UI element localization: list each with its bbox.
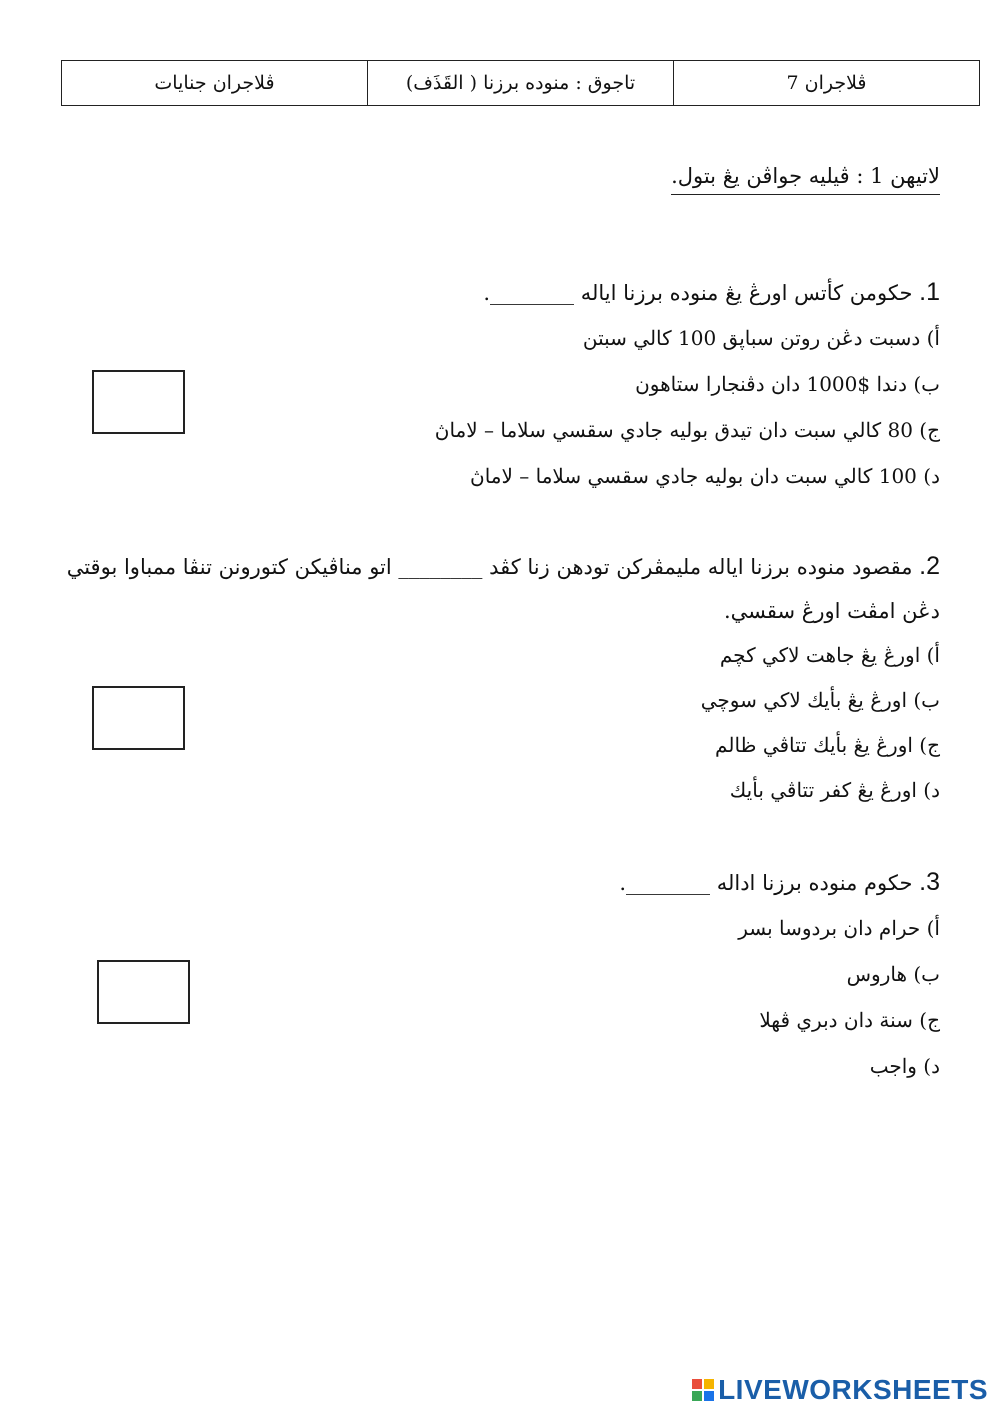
topic-cell: تاجوق : منوده برزنا ( القَذَف) <box>368 61 674 106</box>
brand-name: LIVEWORKSHEETS <box>718 1374 988 1405</box>
option-d: د) اورڠ يڠ كفر تتاڤي بأيك <box>729 778 940 802</box>
option-d: د) 100 كالي سبت دان بوليه جادي سقسي سلاما – لاماڽ <box>470 464 940 488</box>
option-c: ج) اورڠ يڠ بأيك تتاڤي ظالم <box>715 733 940 757</box>
question-2-stem <box>60 544 940 633</box>
option-c: ج) سنة دان دبري ڤهلا <box>759 1008 940 1032</box>
question-3-stem <box>60 860 940 905</box>
subject-cell: ڤلاجران جنايات <box>62 61 368 106</box>
answer-box-3[interactable] <box>97 960 190 1024</box>
option-b: ب) اورڠ يڠ بأيك لاكي سوچي <box>700 688 940 712</box>
liveworksheets-footer <box>692 1372 988 1408</box>
option-a: أ) دسبت دڠن روتن سباڽق 100 كالي سبتن <box>582 326 940 350</box>
logo-block <box>704 1391 714 1401</box>
question-1-stem <box>60 270 940 315</box>
instruction-heading: لاتيهن 1 : ڤيليه جواڤن يڠ بتول. <box>671 162 940 195</box>
question-text: حكوم منوده برزنا اداله ________. <box>619 871 913 895</box>
question-number: 3. <box>919 868 940 896</box>
question-3 <box>60 860 940 1089</box>
option-b: ب) هاروس <box>846 962 940 986</box>
option-a: أ) اورڠ يڠ جاهت لاكي كچم <box>719 643 940 667</box>
liveworksheets-logo-icon <box>692 1379 714 1401</box>
logo-block <box>704 1379 714 1389</box>
question-2 <box>60 544 940 813</box>
grade-cell: ڤلاجران 7 <box>674 61 980 106</box>
question-1 <box>60 270 940 499</box>
option-a: أ) حرام دان بردوسا بسر <box>738 916 940 940</box>
option-d: د) واجب <box>869 1054 940 1078</box>
option-c: ج) 80 كالي سبت دان تيدق بوليه جادي سقسي سلاما – لاماڽ <box>434 418 940 442</box>
logo-block <box>692 1379 702 1389</box>
answer-box-2[interactable] <box>92 686 185 750</box>
answer-box-1[interactable] <box>92 370 185 434</box>
question-text: مقصود منوده برزنا اياله مليمڤركن تودهن زنا كڤد ________ اتو مناڤيكن كتورونن تنڤا ممباوا بوقتي دڠن امڤت اورڠ سقسي. <box>66 555 940 623</box>
question-number: 2. <box>919 552 940 580</box>
option-b: ب) دندا $1000 دان دڤنجارا ستاهون <box>635 372 940 396</box>
header-table <box>61 60 980 106</box>
question-number: 1. <box>919 278 940 306</box>
question-text: حكومن كأتس اورڠ يڠ منوده برزنا اياله ________. <box>483 281 913 305</box>
logo-block <box>692 1391 702 1401</box>
